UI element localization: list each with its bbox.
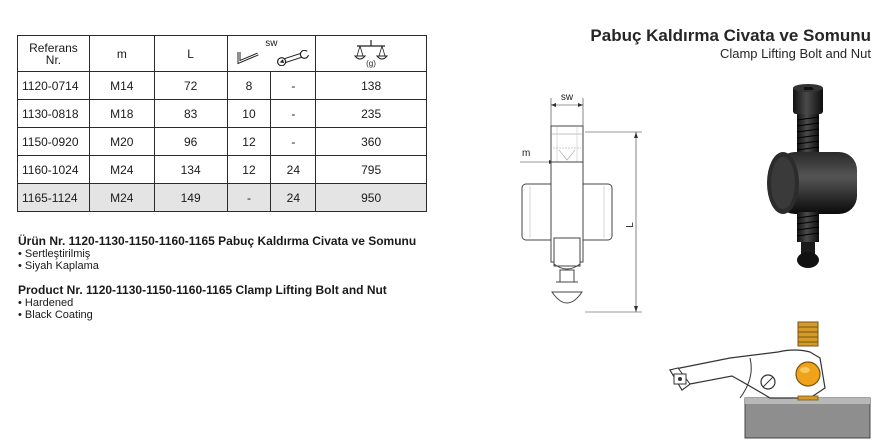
cell-m: M24 — [89, 156, 154, 184]
cell-sw2: - — [271, 100, 316, 128]
header-referans-line1: Referans — [29, 40, 78, 55]
table-header-row — [18, 36, 427, 72]
header-sw-label: sw — [265, 38, 278, 49]
header-referans — [18, 36, 90, 72]
page-subtitle: Clamp Lifting Bolt and Nut — [719, 46, 871, 61]
cell-l: 83 — [154, 100, 227, 128]
label-l: L — [625, 222, 636, 228]
cell-m: M18 — [89, 100, 154, 128]
wrench-icon — [271, 50, 315, 66]
description-english-heading: Product Nr. 1120-1130-1150-1160-1165 Clamp Lifting Bolt and Nut — [18, 283, 387, 297]
cell-ref: 1130-0818 — [18, 100, 90, 128]
cell-weight: 795 — [316, 156, 427, 184]
header-m: m — [89, 36, 154, 72]
description-turkish-bullet: • Sertleştirilmiş — [18, 248, 91, 260]
cell-sw1: - — [227, 184, 271, 212]
spec-table — [17, 35, 427, 212]
page-title: Pabuç Kaldırma Civata ve Somunu — [590, 26, 871, 45]
allen-key-icon — [228, 50, 272, 66]
cell-m: M20 — [89, 128, 154, 156]
description-turkish — [18, 234, 478, 272]
weight-unit: (g) — [366, 58, 377, 68]
table-row — [18, 156, 427, 184]
table-row — [18, 72, 427, 100]
label-sw: sw — [560, 92, 574, 103]
cell-weight: 138 — [316, 72, 427, 100]
cell-sw2: 24 — [271, 184, 316, 212]
header-weight — [316, 36, 427, 72]
cell-sw2: 24 — [271, 156, 316, 184]
label-m: m — [522, 148, 531, 159]
header-l: L — [154, 36, 227, 72]
scale-icon — [351, 38, 391, 68]
cell-m: M14 — [89, 72, 154, 100]
cell-m: M24 — [89, 184, 154, 212]
description-turkish-heading: Ürün Nr. 1120-1130-1150-1160-1165 Pabuç Kaldırma Civata ve Somunu — [18, 234, 417, 248]
product-photo — [755, 80, 875, 270]
table-row-highlighted — [18, 184, 427, 212]
cell-l: 149 — [154, 184, 227, 212]
table-row — [18, 128, 427, 156]
cell-ref: 1160-1024 — [18, 156, 90, 184]
cell-sw1: 10 — [227, 100, 271, 128]
application-drawing — [660, 318, 875, 440]
cell-l: 96 — [154, 128, 227, 156]
cell-sw2: - — [271, 72, 316, 100]
technical-drawing — [510, 88, 655, 320]
description-turkish-bullet: • Siyah Kaplama — [18, 260, 99, 272]
cell-weight: 950 — [316, 184, 427, 212]
description-english-bullet: • Hardened — [18, 297, 74, 309]
header-sw — [227, 36, 316, 72]
cell-ref: 1120-0714 — [18, 72, 90, 100]
cell-l: 72 — [154, 72, 227, 100]
description-english — [18, 283, 478, 321]
cell-sw2: - — [271, 128, 316, 156]
cell-sw1: 12 — [227, 128, 271, 156]
cell-ref: 1150-0920 — [18, 128, 90, 156]
table-row — [18, 100, 427, 128]
header-referans-line2: Nr. — [45, 52, 62, 67]
cell-sw1: 12 — [227, 156, 271, 184]
cell-weight: 235 — [316, 100, 427, 128]
cell-sw1: 8 — [227, 72, 271, 100]
cell-l: 134 — [154, 156, 227, 184]
cell-ref: 1165-1124 — [18, 184, 90, 212]
cell-weight: 360 — [316, 128, 427, 156]
description-english-bullet: • Black Coating — [18, 309, 93, 321]
